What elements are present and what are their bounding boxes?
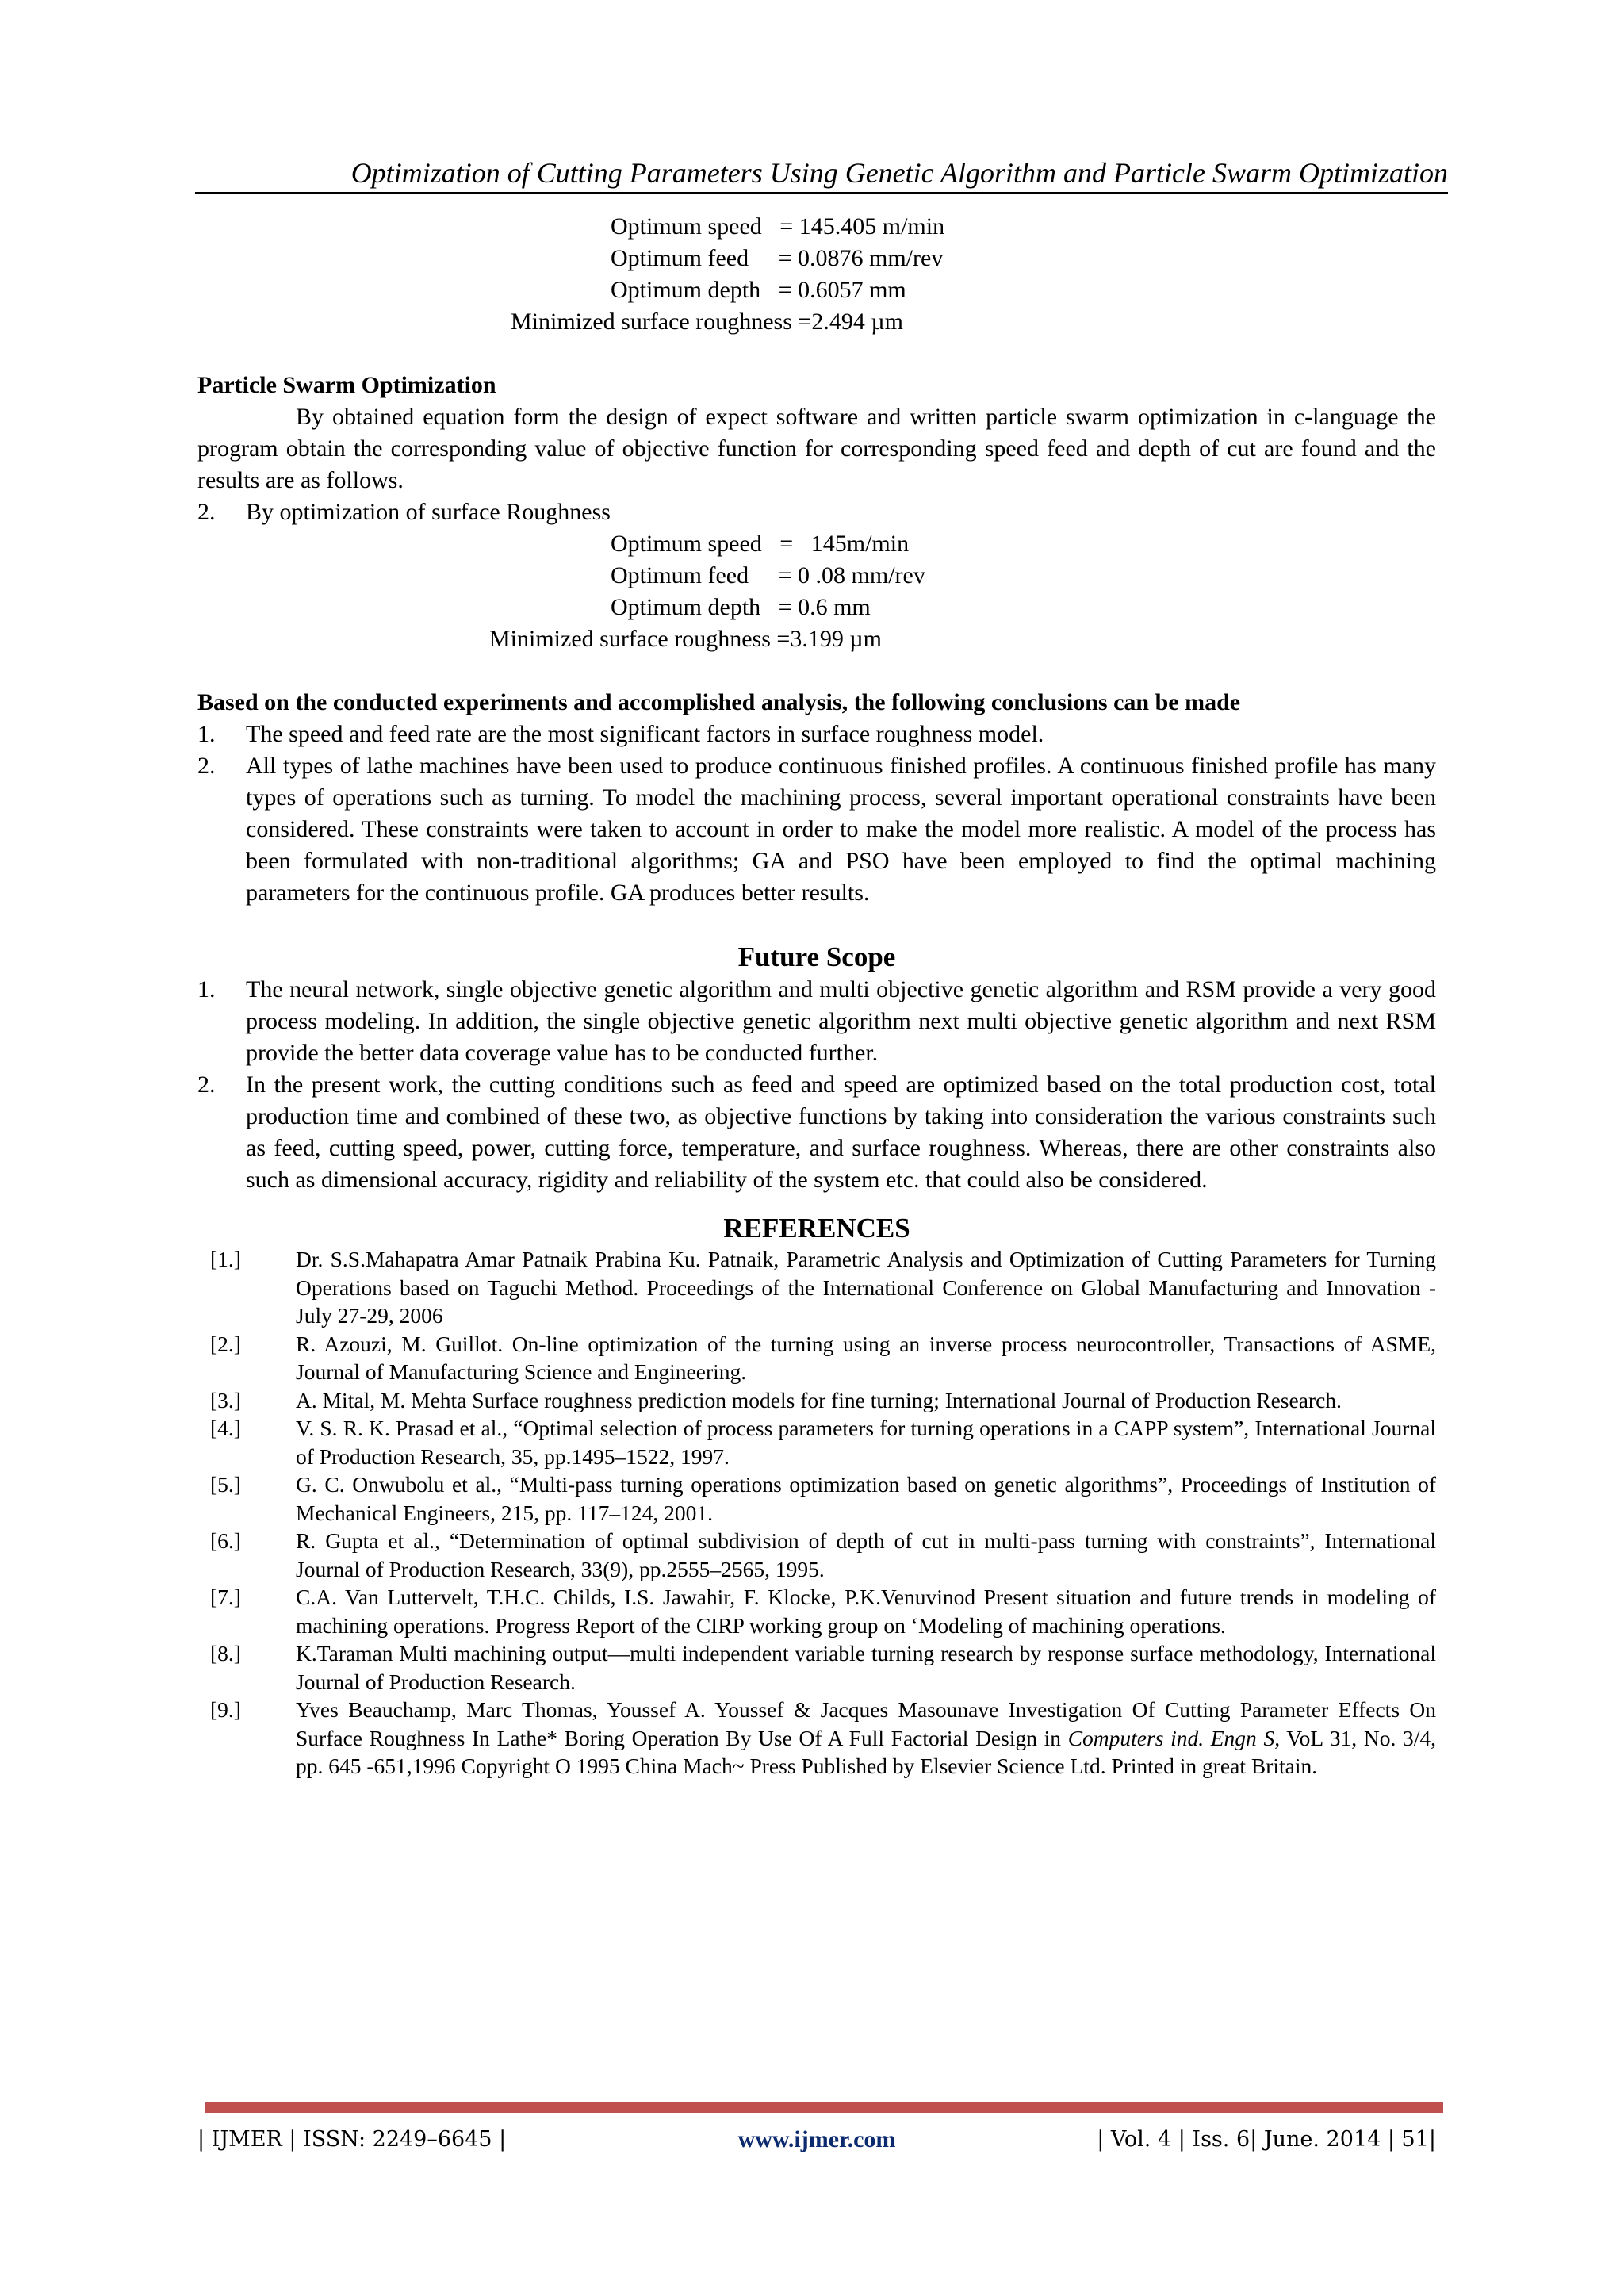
ga-min-roughness: Minimized surface roughness =2.494 µm xyxy=(511,309,903,335)
list-item xyxy=(197,496,1436,528)
references-heading: REFERENCES xyxy=(723,1213,910,1244)
list-number: 2. xyxy=(197,753,216,779)
reference-item xyxy=(197,1527,1436,1583)
ga-optimum-feed: Optimum feed = 0.0876 mm/rev xyxy=(611,245,944,271)
reference-number: [4.] xyxy=(210,1416,241,1440)
pso-min-roughness: Minimized surface roughness =3.199 µm xyxy=(489,626,882,652)
future-scope-list xyxy=(197,974,1436,1196)
list-text: The neural network, single objective genetic algorithm and multi objective genetic algorithm and RSM provide a very good process modeling. In addition, the single objective genetic algorithm next multi objective genetic algorithm and next RSM provide the better data coverage value has to be conducted further. xyxy=(246,976,1436,1066)
reference-number: [8.] xyxy=(210,1641,241,1665)
footer xyxy=(197,2122,1436,2157)
reference-item xyxy=(197,1245,1436,1330)
reference-text: Dr. S.S.Mahapatra Amar Patnaik Prabina Ku. Patnaik, Parametric Analysis and Optimization of Cutting Parameters for Turning Operations based on Taguchi Method. Proceedings of the International Conference on Global Manufacturing and Innovation - July 27-29, 2006 xyxy=(296,1247,1436,1328)
list-text: By optimization of surface Roughness xyxy=(246,499,611,525)
list-text: In the present work, the cutting conditions such as feed and speed are optimized based on the total production cost, total production time and combined of these two, as objective functions by taking into consideration the various constraints such as feed, cutting speed, power, cutting force, temperature, and surface roughness. Whereas, there are other constraints also such as dimensional accuracy, rigidity and reliability of the system etc. that could also be considered. xyxy=(246,1071,1436,1193)
list-number: 2. xyxy=(197,1071,216,1098)
list-text: All types of lathe machines have been used to produce continuous finished profiles. A continuous finished profile has many types of operations such as turning. To model the machining process, several important operational constraints have been considered. These constraints were taken to account in order to make the model more realistic. A model of the process has been formulated with non-traditional algorithms; GA and PSO have been employed to find the optimal machining parameters for the continuous profile. GA produces better results. xyxy=(246,753,1436,906)
reference-number: [6.] xyxy=(210,1528,241,1553)
list-number: 1. xyxy=(197,721,216,747)
list-item xyxy=(197,719,1436,750)
pso-heading: Particle Swarm Optimization xyxy=(197,372,496,398)
reference-item xyxy=(197,1414,1436,1470)
reference-number: [1.] xyxy=(210,1247,241,1271)
pso-list xyxy=(197,496,1436,528)
footer-issue-page: | Vol. 4 | Iss. 6| June. 2014 | 51| xyxy=(1097,2127,1436,2152)
reference-text: C.A. Van Luttervelt, T.H.C. Childs, I.S. Jawahir, F. Klocke, P.K.Venuvinod Present situation and future trends in modeling of machining operations. Progress Report of the CIRP working group on ‘Modeling of machining operations. xyxy=(296,1585,1436,1638)
reference-text: A. Mital, M. Mehta Surface roughness prediction models for fine turning; International Journal of Production Research. xyxy=(296,1387,1342,1412)
reference-text: Yves Beauchamp, Marc Thomas, Youssef A. Youssef & Jacques Masounave Investigation Of Cutting Parameter Effects On Surface Roughness In Lathe* Boring Operation By Use Of A Full Factorial Design in xyxy=(296,1697,1436,1750)
pso-optimum-feed: Optimum feed = 0 .08 mm/rev xyxy=(611,562,925,588)
list-text: The speed and feed rate are the most significant factors in surface roughness model. xyxy=(246,721,1044,747)
reference-number: [2.] xyxy=(210,1331,241,1356)
reference-text: V. S. R. K. Prasad et al., “Optimal selection of process parameters for turning operations in a CAPP system”, International Journal of Production Research, 35, pp.1495–1522, 1997. xyxy=(296,1416,1436,1469)
page-body xyxy=(197,211,1436,1780)
running-header: Optimization of Cutting Parameters Using Genetic Algorithm and Particle Swarm Optimization xyxy=(350,157,1448,189)
reference-number: [9.] xyxy=(210,1697,241,1722)
reference-number: [7.] xyxy=(210,1585,241,1609)
list-item xyxy=(197,1069,1436,1196)
reference-number: [5.] xyxy=(210,1472,241,1497)
references-list xyxy=(197,1245,1436,1780)
list-item xyxy=(197,750,1436,909)
reference-journal: Computers ind. Engn S, xyxy=(1067,1725,1281,1750)
reference-text-tail: VoL 31, No. 3/4, pp. 645 -651,1996 Copyright O 1995 China Mach~ Press Published by Elsevier Science Ltd. Printed in great Britain. xyxy=(296,1725,1436,1778)
ga-optimum-depth: Optimum depth = 0.6057 mm xyxy=(611,277,906,303)
reference-number: [3.] xyxy=(210,1387,241,1412)
conclusions-heading: Based on the conducted experiments and accomplished analysis, the following conclusions can be made xyxy=(197,689,1241,715)
reference-item xyxy=(197,1330,1436,1386)
pso-optimum-depth: Optimum depth = 0.6 mm xyxy=(611,594,871,620)
list-item xyxy=(197,974,1436,1069)
reference-item xyxy=(197,1583,1436,1639)
list-number: 2. xyxy=(197,499,216,525)
footer-website-link[interactable]: www.ijmer.com xyxy=(737,2126,896,2152)
ga-results xyxy=(197,211,1436,338)
reference-text: G. C. Onwubolu et al., “Multi-pass turning operations optimization based on genetic algorithms”, Proceedings of Institution of Mechanical Engineers, 215, pp. 117–124, 2001. xyxy=(296,1472,1436,1525)
reference-item xyxy=(197,1470,1436,1527)
pso-results xyxy=(197,528,1436,655)
pso-optimum-speed: Optimum speed = 145m/min xyxy=(611,531,910,557)
pso-paragraph: By obtained equation form the design of expect software and written particle swarm optimization in c-language the program obtain the corresponding value of objective function for corresponding speed feed and depth of cut are found and the results are as follows. xyxy=(197,404,1436,493)
reference-text: K.Taraman Multi machining output—multi independent variable turning research by response surface methodology, International Journal of Production Research. xyxy=(296,1641,1436,1694)
footer-bar xyxy=(205,2102,1443,2113)
reference-item xyxy=(197,1386,1436,1415)
conclusions-list xyxy=(197,719,1436,909)
list-number: 1. xyxy=(197,976,216,1002)
reference-text: R. Gupta et al., “Determination of optimal subdivision of depth of cut in multi-pass turning with constraints”, International Journal of Production Research, 33(9), pp.2555–2565, 1995. xyxy=(296,1528,1436,1581)
ga-optimum-speed: Optimum speed = 145.405 m/min xyxy=(611,213,945,240)
footer-journal: | IJMER | ISSN: 2249–6645 | xyxy=(197,2127,507,2152)
reference-item xyxy=(197,1696,1436,1780)
future-scope-heading: Future Scope xyxy=(737,941,896,972)
reference-text: R. Azouzi, M. Guillot. On-line optimization of the turning using an inverse process neurocontroller, Transactions of ASME, Journal of Manufacturing Science and Engineering. xyxy=(296,1331,1436,1384)
header-rule xyxy=(195,192,1448,194)
reference-item xyxy=(197,1639,1436,1696)
